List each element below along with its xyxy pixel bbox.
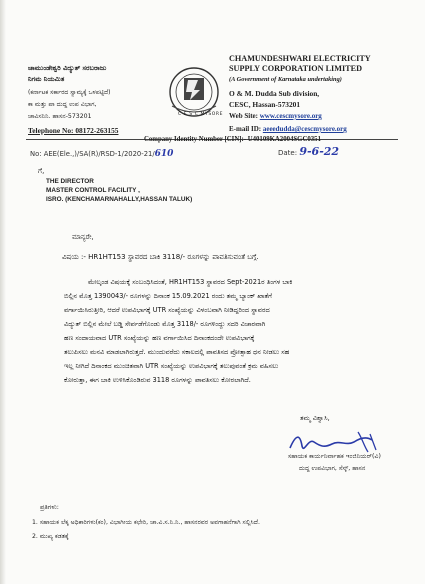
email-label: E-mail ID: (229, 125, 262, 133)
website (229, 112, 322, 120)
govt-undertaking: (A Government of Karnataka undertaking) (229, 76, 342, 83)
logo-text: C E S C MYSORE (178, 112, 224, 117)
signatory-designation: ಸಹಾಯಕ ಕಾರ್ಯನಿರ್ವಾಹಕ ಇಂಜಿನಿಯರ್(ವಿ) (288, 453, 381, 460)
website-label: Web Site: (229, 112, 258, 120)
reference-number (30, 149, 173, 159)
company-name-line1: CHAMUNDESHWARI ELECTRICITY (229, 54, 371, 63)
office-location: CESC, Hassan-573201 (229, 100, 301, 109)
cin-line: Company Identity Number [CIN]:- U40109KA2004SGC0351 (144, 136, 321, 143)
kannada-govt-note: (ಕರ್ನಾಟಕ ಸರ್ಕಾರದ ಸ್ವಾಮ್ಯಕ್ಕೆ ಒಳಪಟ್ಟಿದೆ) (28, 89, 111, 96)
email (229, 125, 347, 133)
reference-printed: No: AEE(Ele.,)/SA(R)/RSD-1/2020-21/ (30, 150, 155, 158)
salutation: ಮಾನ್ಯರೇ, (72, 233, 94, 241)
body-line-5: ಹಣ ಸಂದಾಯವಾದ UTR ಸಂಖ್ಯೆಯನ್ನು ಹಣ ವರ್ಗಾಯಿಸಿದ ದಿನಾಂಕದಂದೇ ಉಪವಿಭಾಗಕ್ಕೆ (64, 334, 255, 342)
kannada-company-name-line1: ಚಾಮುಂಡೇಶ್ವರಿ ವಿದ್ಯುತ್ ಸರಬರಾಜು (28, 64, 107, 72)
telephone-number: Telephone No: 08172-263155 (28, 126, 119, 135)
copy-to-item-2: 2. ಮುಖ್ಯ ಕಡತಕ್ಕೆ (32, 533, 69, 540)
cesc-logo (164, 66, 224, 122)
email-link[interactable]: aeeedudda@cescmysore.org (262, 125, 347, 133)
kannada-office-line2: ಚಾವಿಸನಿನಿ. ಹಾಸನ-573201 (28, 113, 92, 120)
body-line-6: ತಲುಪಿಸಲು ಮನವಿ ಮಾಡಲಾಗಿರುತ್ತದೆ. ಮುಂದುವರೆದು ಸಕಾಲದಲ್ಲಿ ಪಾವತಿಸದ ಪ್ರೋತ್ಸಾಹ ಧನ ನೀಡಲು ಸಹ (64, 348, 290, 356)
date-handwritten: 9-6-22 (299, 145, 340, 158)
office-subdivision: O & M. Dudda Sub division, (229, 89, 320, 98)
page-edge-shadow (0, 0, 6, 584)
date-label: Date: (278, 149, 298, 157)
to-label: ಗೆ, (38, 167, 45, 175)
body-line-1: ಮೇಲ್ಕಂಡ ವಿಷಯಕ್ಕೆ ಸಂಬಂಧಿಸಿದಂತೆ, HR1HT153 ಸ್ಥಾವರದ Sept-2021ರ ತಿಂಗಳ ಬಾಕಿ (88, 278, 293, 286)
copy-to-item-1: 1. ಸಹಾಯಕ ಲೆಕ್ಕ ಅಧಿಕಾರಿಗಳು(ಕಂ), ವಿಭಾಗೀಯ ಕಛೇರಿ, ಚಾ.ವಿ.ಸ.ನಿ.ನಿ., ಹಾಸನರವರ ಅವಗಾಹನೆಗಾಗಿ ಸಲ್ಲಿಸಿದೆ. (32, 519, 261, 526)
body-line-7: ಇಲ್ಲ ನೀಗಿದೆ ದಿನಾಂಕದ ಮುಂಚಿತವಾಗಿ UTR ಸಂಖ್ಯೆಯನ್ನು ಉಪವಿಭಾಗಕ್ಕೆ ತಲುಪುವಂತೆ ಕ್ರಮ ವಹಿಸಲು (64, 362, 279, 370)
recipient-line2: MASTER CONTROL FACILITY , (46, 187, 140, 194)
company-name-line2: SUPPLY CORPORATION LIMITED (229, 64, 362, 73)
recipient-line1: THE DIRECTOR (46, 178, 94, 185)
date (278, 145, 339, 158)
copy-to-label: ಪ್ರತಿಗಳು: (40, 503, 59, 511)
body-line-3: ವರ್ಗಾಯಿಸಿರುತ್ತೀರಿ, ಆದರೆ ಉಪವಿಭಾಗಕ್ಕೆ UTR ಸಂಖ್ಯೆಯನ್ನು ವಿಳಂಬವಾಗಿ ನೀಡಿದ್ದರಿಂದ ಸ್ಥಾವರದ (64, 306, 270, 314)
recipient-line3: ISRO. (KENCHAMARNAHALLY,HASSAN TALUK) (46, 196, 193, 203)
body-line-4: ವಿದ್ಯುತ್ ಬಿಲ್ಲಿನ ಮೇಲೆ ಬಡ್ಡಿ ಸೇರ್ಪಡೆಗೊಂಡು ಮೊತ್ತ 3118/- ರೂಗಳಿಂದ್ದು ಸದರಿ ವಿಚಾರವಾಗಿ (64, 320, 266, 328)
reference-handwritten: 610 (154, 149, 174, 159)
kannada-office-line1: ಕಾ ಮತ್ತು ಪಾ ದುದ್ದ ಉಪ ವಿಭಾಗ, (28, 101, 97, 108)
body-line-8: ಕೋರುತ್ತಾ, ಈಗ ಬಾಕಿ ಉಳಿಸಿಕೊಂಡಿರುವ 3118 ರೂಗಳನ್ನು ಪಾವತಿಸಲು ಕೋರಲಾಗಿದೆ. (64, 376, 251, 384)
website-link[interactable]: www.cescmysore.org (259, 112, 322, 120)
closing: ತಮ್ಮ ವಿಶ್ವಾಸಿ, (300, 414, 330, 422)
kannada-company-name-line2: ನಿಗಮ ನಿಯಮಿತ (28, 75, 65, 83)
subject-line: ವಿಷಯ :- HR1HT153 ಸ್ಥಾವರದ ಬಾಕಿ 3118/- ರೂಗಳನ್ನು ಪಾವತಿಸುವಂತೆ ಬಗ್ಗೆ. (62, 253, 259, 261)
body-line-2: ಬಿಲ್ಲಿನ ಮೊತ್ತ 1390043/- ರೂಗಳನ್ನು ದಿನಾಂಕ 15.09.2021 ರಂದು ತಮ್ಮ ಬ್ಯಾಂಕ್ ಖಾತೆಗೆ (64, 292, 272, 300)
signatory-office: ದುದ್ದ ಉಪವಿಭಾಗ, ಸೆಸ್ಕ್, ಹಾಸನ (299, 465, 366, 472)
